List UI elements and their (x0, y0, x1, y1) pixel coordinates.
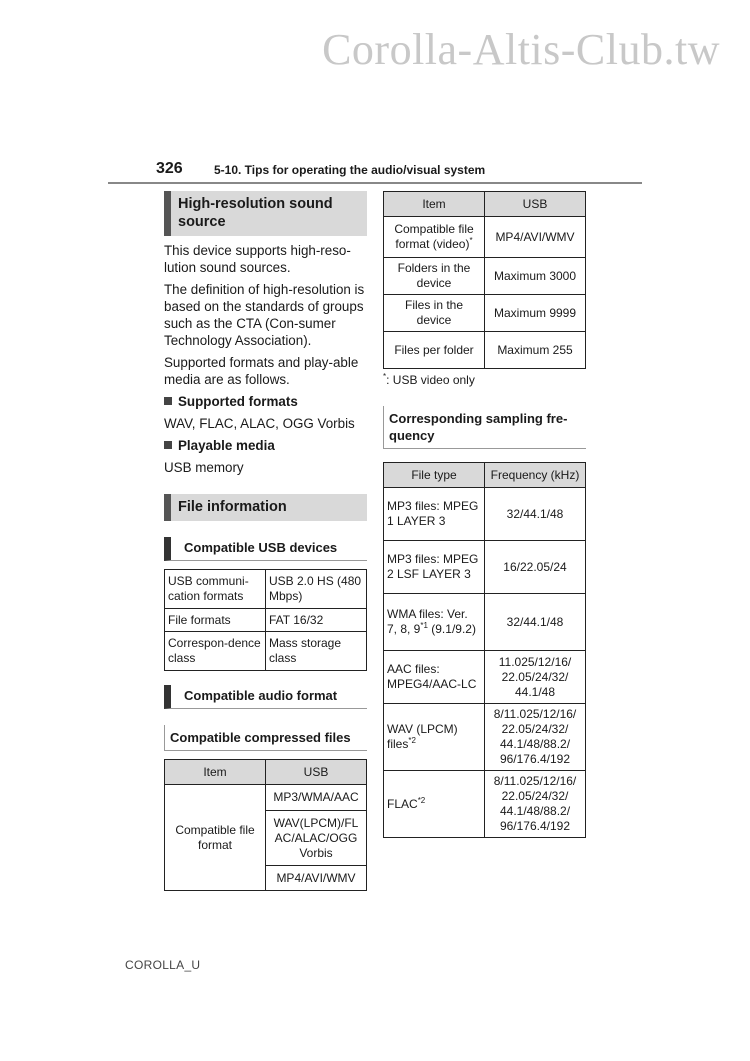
table-cell: Compatible file format (video)* (384, 217, 485, 258)
table-cell: File formats (165, 609, 266, 632)
column-header-item: Item (165, 760, 266, 785)
sampling-frequency-table (383, 462, 586, 838)
usb-devices-heading: Compatible USB devices (164, 537, 367, 561)
table-cell: WAV(LPCM)/FL AC/ALAC/OGG Vorbis (266, 811, 367, 866)
page-number: 326 (156, 160, 183, 177)
table-row (384, 541, 586, 594)
table-cell: Maximum 9999 (485, 295, 586, 332)
table-row (384, 258, 586, 295)
table-cell: Files per folder (384, 332, 485, 369)
table-row (384, 332, 586, 369)
watermark: Corolla-Altis-Club.tw (322, 25, 720, 74)
table-cell: MP3 files: MPEG 2 LSF LAYER 3 (384, 541, 485, 594)
table-cell: Folders in the device (384, 258, 485, 295)
table-cell: MP4/AVI/WMV (485, 217, 586, 258)
table-row (384, 704, 586, 771)
playable-media-value: USB memory (164, 460, 244, 475)
table-cell: USB 2.0 HS (480 Mbps) (266, 570, 367, 609)
bullet-square-icon (164, 441, 172, 449)
sampling-frequency-heading: Corresponding sampling fre-quency (383, 406, 586, 449)
table-cell: FLAC$^{*2}$ (384, 771, 485, 838)
paragraph-hires-definition: The definition of high-resolution is based on the standards of groups such as the CTA (Con-sumer Technology Association). (164, 282, 365, 348)
table-cell: Maximum 3000 (485, 258, 586, 295)
table-cell: AAC files: MPEG4/AAC-LC (384, 651, 485, 704)
file-info-heading: File information (164, 494, 367, 521)
playable-media-label: Playable media (164, 437, 367, 454)
table-cell: MP3 files: MPEG 1 LAYER 3 (384, 488, 485, 541)
page-footer: COROLLA_U (125, 958, 201, 972)
column-header-frequency: Frequency (kHz) (485, 463, 586, 488)
table-cell: 32/44.1/48 (485, 594, 586, 651)
column-header-usb: USB (485, 192, 586, 217)
bullet-square-icon (164, 397, 172, 405)
compressed-files-table (164, 759, 367, 891)
table-cell: Mass storage class (266, 632, 367, 671)
table-row (384, 295, 586, 332)
table-cell: Compatible file format (165, 785, 266, 891)
table-cell: WAV (LPCM) files$^{*2}$ (384, 704, 485, 771)
left-column (164, 191, 367, 891)
supported-formats-value: WAV, FLAC, ALAC, OGG Vorbis (164, 416, 355, 431)
table-cell: 32/44.1/48 (485, 488, 586, 541)
table-cell: 16/22.05/24 (485, 541, 586, 594)
usb-video-note: *: USB video only (383, 372, 475, 387)
table-cell: FAT 16/32 (266, 609, 367, 632)
table-cell: 11.025/12/16/ 22.05/24/32/ 44.1/48 (485, 651, 586, 704)
paragraph-supported-intro: Supported formats and play-able media are as follows. (164, 355, 359, 387)
table-cell: MP3/WMA/AAC (266, 785, 367, 811)
table-row (384, 488, 586, 541)
supported-formats-label: Supported formats (164, 393, 367, 410)
table-cell: MP4/AVI/WMV (266, 866, 367, 891)
table-header-row (165, 760, 367, 785)
paragraph-hires-support: This device supports high-reso-lution sound sources. (164, 243, 351, 275)
usb-devices-table (164, 569, 367, 671)
column-header-usb: USB (266, 760, 367, 785)
column-header-file-type: File type (384, 463, 485, 488)
table-row (384, 594, 586, 651)
column-header-item: Item (384, 192, 485, 217)
table-row (165, 632, 367, 671)
table-row (384, 217, 586, 258)
table-cell: 8/11.025/12/16/ 22.05/24/32/ 44.1/48/88.2/ 96/176.4/192 (485, 704, 586, 771)
table-row (384, 651, 586, 704)
usb-spec-table (383, 191, 586, 369)
table-row (165, 785, 367, 811)
page-header (108, 160, 642, 184)
header-rule (108, 182, 642, 184)
compressed-files-heading: Compatible compressed files (164, 725, 367, 751)
table-row (165, 609, 367, 632)
hires-heading: High-resolution sound source (164, 191, 367, 236)
table-row (384, 771, 586, 838)
right-column (383, 191, 586, 838)
audio-format-heading: Compatible audio format (164, 685, 367, 709)
table-header-row (384, 192, 586, 217)
section-title: 5-10. Tips for operating the audio/visual system (214, 163, 486, 177)
table-cell: Maximum 255 (485, 332, 586, 369)
table-header-row (384, 463, 586, 488)
table-cell: Files in the device (384, 295, 485, 332)
table-cell: USB communi-cation formats (165, 570, 266, 609)
table-cell: WMA files: Ver. 7, 8, 9$^{*1}$ (9.1/9.2) (384, 594, 485, 651)
table-cell: Correspon-dence class (165, 632, 266, 671)
table-cell: 8/11.025/12/16/ 22.05/24/32/ 44.1/48/88.2/ 96/176.4/192 (485, 771, 586, 838)
table-row (165, 570, 367, 609)
